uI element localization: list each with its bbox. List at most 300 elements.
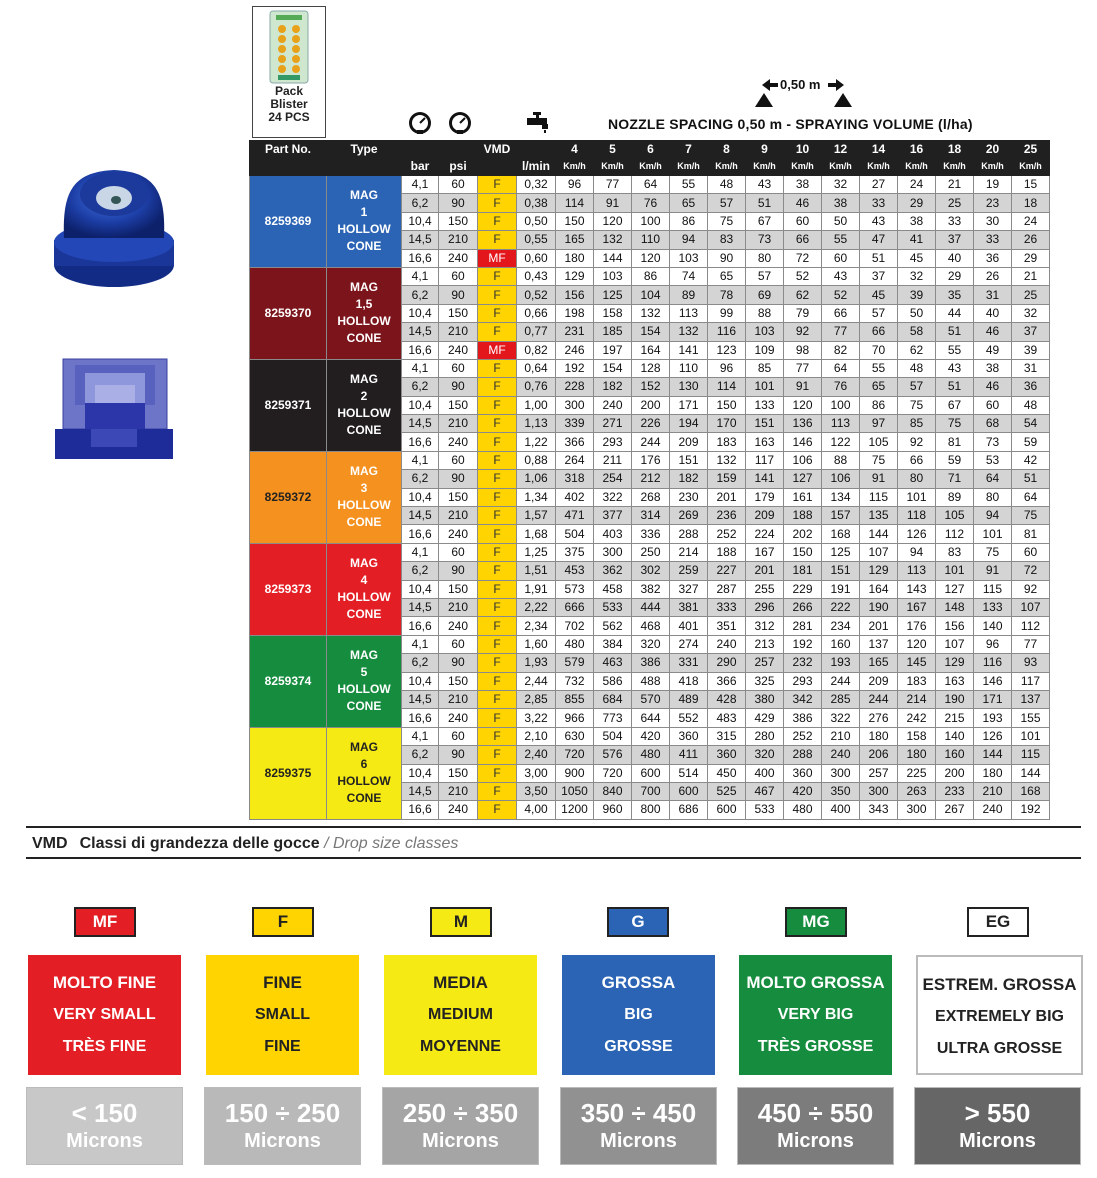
header-part-no: Part No. — [250, 141, 327, 176]
nozzle-type — [327, 176, 402, 268]
table-cell: 123 — [708, 341, 746, 359]
vmd-class-cell: F — [478, 415, 517, 433]
table-cell: 800 — [632, 801, 670, 819]
table-cell: 900 — [556, 764, 594, 782]
nozzle-type-line: HOLLOW — [337, 406, 391, 421]
vmd-class-cell: F — [478, 801, 517, 819]
table-cell: 37 — [860, 267, 898, 285]
vmd-class-cell: F — [478, 176, 517, 194]
table-cell: 110 — [670, 359, 708, 377]
table-cell: 73 — [746, 231, 784, 249]
table-cell: 49 — [974, 341, 1012, 359]
table-cell: 227 — [708, 562, 746, 580]
table-cell: 488 — [632, 672, 670, 690]
table-cell: 16,6 — [402, 341, 439, 359]
table-cell: 98 — [784, 341, 822, 359]
table-cell: 276 — [860, 709, 898, 727]
table-cell: 94 — [670, 231, 708, 249]
table-cell: 101 — [974, 525, 1012, 543]
nozzle-type-line: HOLLOW — [337, 774, 391, 789]
table-cell: 100 — [632, 212, 670, 230]
table-cell: 240 — [439, 249, 478, 267]
table-cell: 164 — [632, 341, 670, 359]
table-cell: 141 — [670, 341, 708, 359]
table-cell: 150 — [439, 212, 478, 230]
table-cell: 146 — [784, 433, 822, 451]
header-speed-6: 6 Km/h — [632, 141, 670, 176]
table-cell: 0,43 — [517, 267, 556, 285]
table-cell: 38 — [822, 194, 860, 212]
table-cell: 300 — [594, 543, 632, 561]
table-cell: 55 — [936, 341, 974, 359]
vmd-class-cell: F — [478, 525, 517, 543]
header-speed-20: 20 Km/h — [974, 141, 1012, 176]
table-cell: 18 — [1012, 194, 1050, 212]
table-cell: 16,6 — [402, 617, 439, 635]
table-cell: 152 — [632, 378, 670, 396]
micron-range-f — [204, 1087, 361, 1165]
table-cell: 250 — [632, 543, 670, 561]
table-cell: 202 — [784, 525, 822, 543]
table-cell: 100 — [822, 396, 860, 414]
table-cell: 210 — [439, 323, 478, 341]
vmd-label: VMD — [32, 835, 68, 852]
table-cell: 322 — [822, 709, 860, 727]
table-cell: 136 — [784, 415, 822, 433]
vmd-class-cell: F — [478, 323, 517, 341]
class-code-mg: MG — [785, 907, 847, 937]
table-cell: 384 — [594, 635, 632, 653]
table-cell: 2,40 — [517, 746, 556, 764]
table-cell: 360 — [708, 746, 746, 764]
table-cell: 150 — [556, 212, 594, 230]
table-cell: 46 — [784, 194, 822, 212]
table-cell: 86 — [632, 267, 670, 285]
vmd-class-cell: F — [478, 709, 517, 727]
table-cell: 126 — [974, 727, 1012, 745]
class-card-mg — [739, 955, 892, 1075]
table-cell: 46 — [974, 323, 1012, 341]
table-cell: 210 — [439, 782, 478, 800]
table-cell: 375 — [556, 543, 594, 561]
table-cell: 16,6 — [402, 801, 439, 819]
table-cell: 10,4 — [402, 764, 439, 782]
table-cell: 83 — [708, 231, 746, 249]
micron-range-value: 150 ÷ 250 — [224, 1098, 341, 1128]
table-cell: 115 — [974, 580, 1012, 598]
vmd-class-cell: F — [478, 727, 517, 745]
table-cell: 140 — [974, 617, 1012, 635]
table-cell: 58 — [898, 323, 936, 341]
nozzle-type-line: HOLLOW — [337, 498, 391, 513]
table-cell: 257 — [746, 654, 784, 672]
spacing-label: 0,50 m — [780, 77, 821, 92]
part-number: 8259373 — [250, 543, 327, 635]
part-number: 8259369 — [250, 176, 327, 268]
table-cell: 14,5 — [402, 598, 439, 616]
header-speed-7: 7 Km/h — [670, 141, 708, 176]
table-cell: 4,1 — [402, 176, 439, 194]
table-cell: 240 — [439, 341, 478, 359]
table-cell: 32 — [822, 176, 860, 194]
table-cell: 86 — [860, 396, 898, 414]
table-cell: 25 — [936, 194, 974, 212]
header-bar: bar — [402, 141, 439, 176]
table-cell: 43 — [822, 267, 860, 285]
table-cell: 471 — [556, 507, 594, 525]
table-cell: 320 — [746, 746, 784, 764]
header-speed-4: 4 Km/h — [556, 141, 594, 176]
table-cell: 92 — [898, 433, 936, 451]
table-cell: 132 — [632, 304, 670, 322]
table-cell: 552 — [670, 709, 708, 727]
table-cell: 188 — [708, 543, 746, 561]
table-cell: 209 — [860, 672, 898, 690]
header-vmd: VMD — [478, 141, 517, 176]
table-cell: 127 — [936, 580, 974, 598]
vmd-legend-title — [32, 835, 458, 853]
vmd-class-cell: F — [478, 598, 517, 616]
table-cell: 4,1 — [402, 359, 439, 377]
table-cell: 336 — [632, 525, 670, 543]
table-cell: 159 — [708, 470, 746, 488]
micron-range-mg — [737, 1087, 894, 1165]
table-cell: 64 — [1012, 488, 1050, 506]
table-cell: 51 — [860, 249, 898, 267]
table-cell: 2,34 — [517, 617, 556, 635]
table-cell: 51 — [746, 194, 784, 212]
table-cell: 339 — [556, 415, 594, 433]
table-cell: 244 — [822, 672, 860, 690]
table-cell: 156 — [936, 617, 974, 635]
table-cell: 80 — [974, 488, 1012, 506]
table-cell: 533 — [594, 598, 632, 616]
table-cell: 133 — [746, 396, 784, 414]
nozzle-type-line: CONE — [346, 791, 382, 806]
table-cell: 0,38 — [517, 194, 556, 212]
table-cell: 209 — [670, 433, 708, 451]
vmd-class-cell: F — [478, 378, 517, 396]
table-cell: 120 — [632, 249, 670, 267]
spraying-volume-table — [249, 140, 1050, 820]
pack-label-2: Blister — [270, 97, 308, 111]
table-cell: 1050 — [556, 782, 594, 800]
table-cell: 14,5 — [402, 323, 439, 341]
class-name-line: TRÈS GROSSE — [757, 1038, 874, 1055]
vmd-class-cell: F — [478, 617, 517, 635]
table-cell: 350 — [822, 782, 860, 800]
table-cell: 113 — [670, 304, 708, 322]
table-cell: 630 — [556, 727, 594, 745]
table-cell: 191 — [822, 580, 860, 598]
table-cell: 244 — [860, 690, 898, 708]
nozzle-type-line: MAG — [350, 372, 378, 387]
table-cell: 161 — [784, 488, 822, 506]
table-cell: 25 — [1012, 286, 1050, 304]
class-name-line: GROSSE — [604, 1038, 673, 1055]
table-cell: 77 — [594, 176, 632, 194]
table-cell: 106 — [784, 451, 822, 469]
table-cell: 55 — [670, 176, 708, 194]
table-cell: 411 — [670, 746, 708, 764]
table-cell: 193 — [974, 709, 1012, 727]
vmd-class-cell: F — [478, 396, 517, 414]
nozzle-type-line: MAG — [350, 648, 378, 663]
table-cell: 57 — [860, 304, 898, 322]
table-cell: 234 — [822, 617, 860, 635]
table-cell: 90 — [439, 654, 478, 672]
table-cell: 105 — [860, 433, 898, 451]
table-row — [250, 176, 1050, 194]
table-cell: 576 — [594, 746, 632, 764]
table-cell: 1,22 — [517, 433, 556, 451]
table-cell: 130 — [670, 378, 708, 396]
table-cell: 103 — [594, 267, 632, 285]
table-cell: 287 — [708, 580, 746, 598]
vmd-class-cell: F — [478, 782, 517, 800]
table-cell: 57 — [708, 194, 746, 212]
table-cell: 90 — [439, 286, 478, 304]
table-cell: 40 — [974, 304, 1012, 322]
table-cell: 4,1 — [402, 451, 439, 469]
blister-pack-icon — [266, 9, 312, 85]
table-cell: 167 — [898, 598, 936, 616]
table-cell: 90 — [439, 194, 478, 212]
table-cell: 140 — [936, 727, 974, 745]
table-cell: 26 — [1012, 231, 1050, 249]
nozzle-type-line: CONE — [346, 331, 382, 346]
header-type: Type — [327, 141, 402, 176]
table-cell: 113 — [822, 415, 860, 433]
table-row — [250, 451, 1050, 469]
table-cell: 573 — [556, 580, 594, 598]
table-cell: 71 — [936, 470, 974, 488]
table-cell: 122 — [822, 433, 860, 451]
class-card-m — [384, 955, 537, 1075]
table-cell: 236 — [708, 507, 746, 525]
table-cell: 55 — [822, 231, 860, 249]
table-cell: 240 — [822, 746, 860, 764]
table-cell: 16,6 — [402, 249, 439, 267]
table-cell: 64 — [974, 470, 1012, 488]
table-cell: 201 — [746, 562, 784, 580]
table-cell: 2,85 — [517, 690, 556, 708]
table-cell: 89 — [936, 488, 974, 506]
table-cell: 192 — [556, 359, 594, 377]
micron-range-value: 350 ÷ 450 — [580, 1098, 697, 1128]
table-cell: 30 — [974, 212, 1012, 230]
micron-unit: Microns — [66, 1130, 143, 1152]
table-cell: 240 — [594, 396, 632, 414]
class-card-g — [562, 955, 715, 1075]
table-cell: 103 — [670, 249, 708, 267]
table-cell: 458 — [594, 580, 632, 598]
table-cell: 312 — [746, 617, 784, 635]
nozzle-type — [327, 359, 402, 451]
table-body — [250, 176, 1050, 820]
table-cell: 36 — [1012, 378, 1050, 396]
table-cell: 285 — [822, 690, 860, 708]
table-cell: 70 — [860, 341, 898, 359]
table-cell: 144 — [860, 525, 898, 543]
table-cell: 264 — [556, 451, 594, 469]
table-cell: 164 — [860, 580, 898, 598]
table-cell: 75 — [974, 543, 1012, 561]
nozzle-type-line: HOLLOW — [337, 222, 391, 237]
nozzle-type-line: CONE — [346, 607, 382, 622]
table-cell: 107 — [1012, 598, 1050, 616]
table-cell: 60 — [439, 359, 478, 377]
table-cell: 14,5 — [402, 782, 439, 800]
table-cell: 74 — [670, 267, 708, 285]
table-cell: 331 — [670, 654, 708, 672]
table-cell: 1,51 — [517, 562, 556, 580]
divider-bottom — [26, 857, 1081, 859]
table-cell: 65 — [860, 378, 898, 396]
table-cell: 145 — [898, 654, 936, 672]
table-cell: 14,5 — [402, 231, 439, 249]
table-cell: 154 — [632, 323, 670, 341]
table-cell: 444 — [632, 598, 670, 616]
table-cell: 21 — [1012, 267, 1050, 285]
table-cell: 192 — [1012, 801, 1050, 819]
table-cell: 135 — [860, 507, 898, 525]
table-cell: 52 — [822, 286, 860, 304]
table-cell: 80 — [746, 249, 784, 267]
table-cell: 4,1 — [402, 635, 439, 653]
table-cell: 151 — [670, 451, 708, 469]
table-cell: 188 — [784, 507, 822, 525]
table-cell: 46 — [974, 378, 1012, 396]
table-cell: 206 — [860, 746, 898, 764]
table-cell: 144 — [594, 249, 632, 267]
class-name-line: ULTRA GROSSE — [936, 1040, 1063, 1057]
table-cell: 732 — [556, 672, 594, 690]
table-cell: 6,2 — [402, 654, 439, 672]
vmd-class-cell: F — [478, 507, 517, 525]
table-cell: 14,5 — [402, 507, 439, 525]
table-cell: 403 — [594, 525, 632, 543]
table-cell: 69 — [746, 286, 784, 304]
vmd-class-cell: F — [478, 488, 517, 506]
table-cell: 16,6 — [402, 433, 439, 451]
table-cell: 168 — [1012, 782, 1050, 800]
table-cell: 201 — [860, 617, 898, 635]
vmd-class-cell: F — [478, 286, 517, 304]
table-cell: 120 — [898, 635, 936, 653]
class-code-f: F — [252, 907, 314, 937]
table-cell: 0,32 — [517, 176, 556, 194]
table-cell: 75 — [708, 212, 746, 230]
class-code-g: G — [607, 907, 669, 937]
table-cell: 128 — [632, 359, 670, 377]
table-cell: 156 — [556, 286, 594, 304]
table-cell: 1,25 — [517, 543, 556, 561]
table-cell: 48 — [708, 176, 746, 194]
table-cell: 60 — [439, 451, 478, 469]
table-cell: 266 — [784, 598, 822, 616]
table-cell: 322 — [594, 488, 632, 506]
table-cell: 489 — [670, 690, 708, 708]
table-cell: 382 — [632, 580, 670, 598]
table-cell: 193 — [822, 654, 860, 672]
table-cell: 112 — [1012, 617, 1050, 635]
table-cell: 1,68 — [517, 525, 556, 543]
table-cell: 225 — [898, 764, 936, 782]
table-cell: 480 — [632, 746, 670, 764]
vmd-class-cell: F — [478, 194, 517, 212]
table-cell: 702 — [556, 617, 594, 635]
vmd-class-cell: F — [478, 470, 517, 488]
header-speed-16: 16 Km/h — [898, 141, 936, 176]
table-cell: 90 — [439, 746, 478, 764]
table-cell: 666 — [556, 598, 594, 616]
nozzle-marker-right-icon — [834, 93, 852, 107]
table-cell: 504 — [594, 727, 632, 745]
table-cell: 92 — [1012, 580, 1050, 598]
table-cell: 40 — [936, 249, 974, 267]
table-cell: 325 — [746, 672, 784, 690]
table-cell: 29 — [898, 194, 936, 212]
table-cell: 60 — [439, 543, 478, 561]
table-cell: 180 — [898, 746, 936, 764]
class-name-line: BIG — [624, 1006, 653, 1023]
class-name-line: EXTREMELY BIG — [935, 1008, 1064, 1025]
table-cell: 504 — [556, 525, 594, 543]
table-cell: 200 — [632, 396, 670, 414]
table-cell: 79 — [784, 304, 822, 322]
table-cell: 4,1 — [402, 543, 439, 561]
table-cell: 240 — [708, 635, 746, 653]
table-cell: 59 — [1012, 433, 1050, 451]
nozzle-type-line: 1 — [360, 205, 368, 220]
table-cell: 288 — [784, 746, 822, 764]
vmd-class-cell: MF — [478, 341, 517, 359]
nozzle-type-line: MAG — [350, 188, 378, 203]
table-cell: 66 — [860, 323, 898, 341]
table-cell: 54 — [1012, 415, 1050, 433]
micron-unit: Microns — [244, 1130, 321, 1152]
table-cell: 240 — [974, 801, 1012, 819]
table-cell: 33 — [974, 231, 1012, 249]
nozzle-type — [327, 451, 402, 543]
table-cell: 65 — [670, 194, 708, 212]
table-cell: 525 — [708, 782, 746, 800]
nozzle-type-line: MAG — [350, 464, 378, 479]
pack-label-1: Pack — [274, 84, 304, 98]
table-cell: 300 — [556, 396, 594, 414]
nozzle-type-line: 3 — [360, 481, 368, 496]
table-cell: 72 — [784, 249, 822, 267]
table-cell: 179 — [746, 488, 784, 506]
class-name-line: MEDIUM — [428, 1006, 493, 1023]
table-cell: 39 — [1012, 341, 1050, 359]
table-cell: 62 — [784, 286, 822, 304]
table-cell: 76 — [632, 194, 670, 212]
table-cell: 47 — [860, 231, 898, 249]
nozzle-type-line: CONE — [346, 699, 382, 714]
table-cell: 254 — [594, 470, 632, 488]
table-cell: 125 — [594, 286, 632, 304]
class-name-line: TRÈS FINE — [62, 1038, 147, 1055]
table-cell: 6,2 — [402, 286, 439, 304]
table-cell: 3,22 — [517, 709, 556, 727]
table-cell: 429 — [746, 709, 784, 727]
nozzle-type-line: 6 — [360, 757, 368, 772]
table-cell: 773 — [594, 709, 632, 727]
nozzle-type-line: HOLLOW — [337, 682, 391, 697]
header-lmin: l/min — [517, 141, 556, 176]
